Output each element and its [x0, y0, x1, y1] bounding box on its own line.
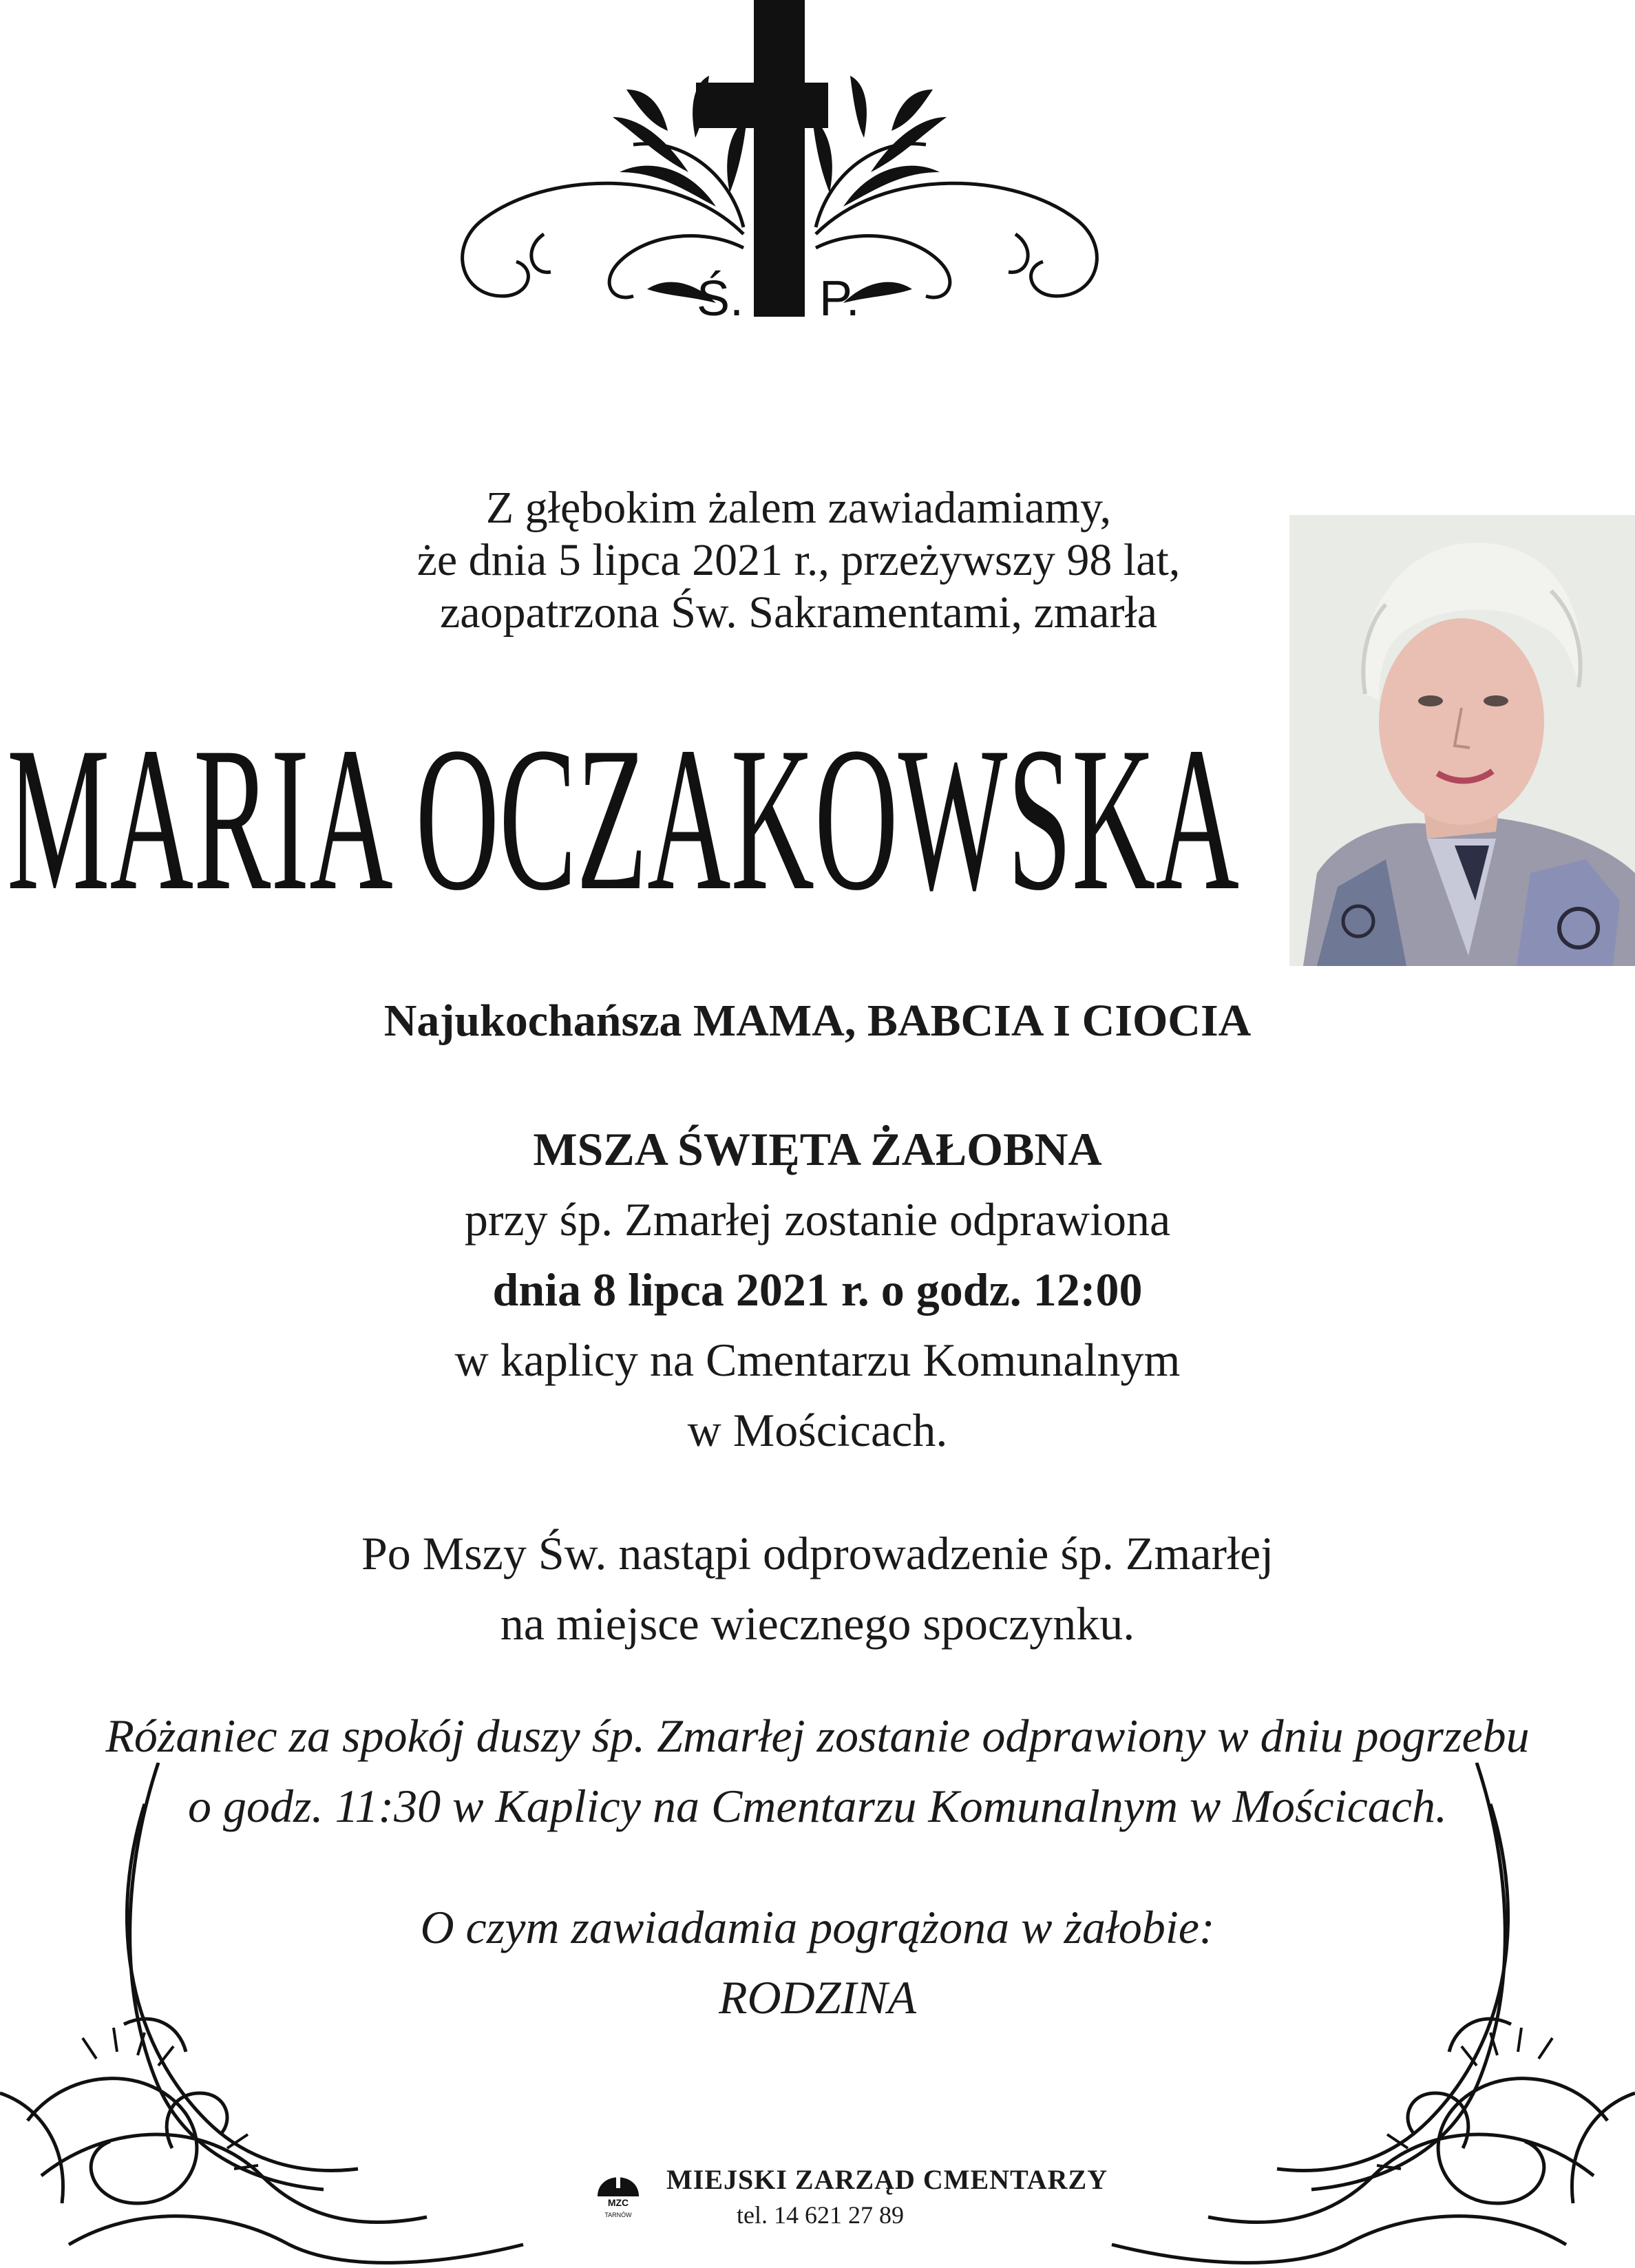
procession-line: Po Mszy Św. nastąpi odprowadzenie śp. Zmarłej	[361, 1527, 1274, 1579]
initials-right: P.	[819, 271, 860, 326]
mass-title: MSZA ŚWIĘTA ŻAŁOBNA	[533, 1123, 1102, 1175]
rosary-line: o godz. 11:30 w Kaplicy na Cmentarzu Komunalnym w Mościcach.	[188, 1780, 1447, 1832]
portrait-photo	[1289, 515, 1635, 966]
mass-line: przy śp. Zmarłej zostanie odprawiona	[464, 1193, 1171, 1246]
svg-text:MARIA OCZAKOWSKA: MARIA OCZAKOWSKA	[7, 704, 1239, 933]
footer-phone: tel. 14 621 27 89	[737, 2201, 904, 2229]
initials-left: Ś.	[697, 271, 744, 326]
mass-details	[0, 1184, 1635, 1465]
cross-vertical	[754, 0, 805, 317]
procession-line: na miejsce wiecznego spoczynku.	[500, 1597, 1135, 1650]
rosary-line: Różaniec za spokój duszy śp. Zmarłej zostanie odprawiony w dniu pogrzebu	[105, 1710, 1530, 1762]
deceased-name	[0, 704, 1280, 933]
role-line: Najukochańsza MAMA, BABCIA I CIOCIA	[383, 996, 1252, 1046]
footer-organization: MIEJSKI ZARZĄD CMENTARZY	[666, 2164, 1108, 2195]
cross-ornament	[441, 0, 1225, 330]
mass-date: dnia 8 lipca 2021 r. o godz. 12:00	[492, 1263, 1143, 1316]
family-signature: RODZINA	[718, 1971, 917, 2024]
mzc-logo-icon	[591, 2154, 646, 2220]
closing-line: O czym zawiadamia pogrążona w żałobie:	[420, 1901, 1215, 1953]
mass-line: w Mościcach.	[687, 1404, 948, 1456]
intro-line: zaopatrzona Św. Sakramentami, zmarła	[439, 587, 1158, 638]
intro-line: Z głębokim żalem zawiadamiamy,	[485, 483, 1112, 533]
corner-ornament-left	[0, 1763, 620, 2268]
mass-line: w kaplicy na Cmentarzu Komunalnym	[454, 1334, 1181, 1386]
svg-text:MZC: MZC	[607, 2197, 629, 2208]
corner-ornament-right	[1015, 1763, 1635, 2268]
procession-text	[0, 1518, 1635, 1659]
intro-line: że dnia 5 lipca 2021 r., przeżywszy 98 lat,	[416, 535, 1181, 585]
cross-horizontal	[696, 83, 828, 128]
svg-text:TARNÓW: TARNÓW	[604, 2212, 632, 2218]
intro-text	[330, 482, 1267, 639]
